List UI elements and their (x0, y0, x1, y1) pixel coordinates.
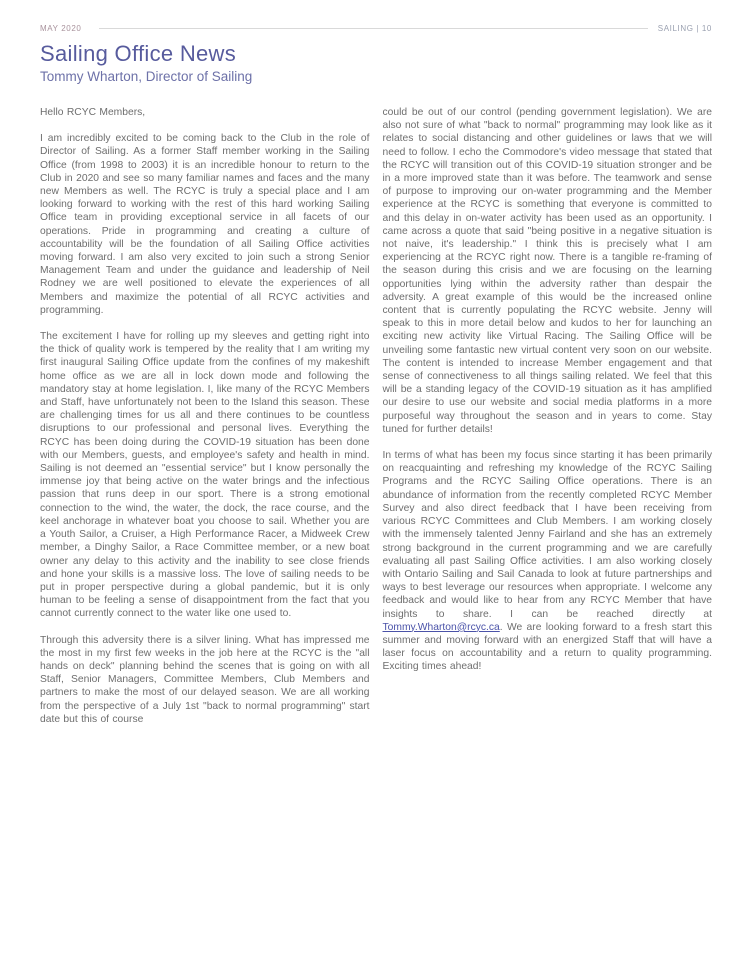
closing-text-after-link: . We are looking forward to a fresh start this summer and moving forward with an energized Staff that will have a laser focus on accountability and a return to quality programming. Exciting times ahead! (382, 621, 712, 673)
greeting: Hello RCYC Members, (40, 107, 146, 118)
article-paragraph: I am incredibly excited to be coming back to the Club in the role of Director of Sailing. As a former Staff member working in the Sailing Office (from 1998 to 2003) it is an incredible honour to return to the Club in 2020 and see so many familiar names and faces and the many new Members as well. The RCYC is truly a special place and I am looking forward to working with the rest of this hard working Sailing Office team in providing exceptional service in all facets of our operations. Pride in programming and creating a culture of accountability will be the foundation of all Sailing Office activities moving forward. I am also very excited to join such a strong Senior Management Team and under the guidance and leadership of Neil Rodney we are well positioned to elevate the experiences of all Members and maximize the potential of all RCYC activities and programming. (40, 133, 370, 316)
closing-text-before-link: In terms of what has been my focus since starting it has been primarily on reacquainting and refreshing my knowledge of the RCYC Sailing Programs and the RCYC Sailing Office operations. There is an abundance of information from the recently completed RCYC Member Survey and also direct feedback that I have been receiving from various RCYC Committees and Club Members. I am working closely with the immensely talented Jenny Fairland and she has an extremely strong background in the current programming and we are carefully evaluating all past Sailing Office activities. I am also working closely with Ontario Sailing and Sail Canada to look at future partnerships and ways to best leverage our resources when appropriate. I welcome any feedback and would like to hear from any RCYC Member that have insights to share. I can be reached directly at (382, 450, 712, 620)
page-header (40, 24, 712, 33)
left-column (40, 106, 370, 739)
article-paragraph: could be out of our control (pending government legislation). We are also not sure of what "back to normal" programming may look like as it relates to social distancing and other guidelines or laws that we will need to follow. I echo the Commodore's video message that stated that the RCYC will transition out of this COVID-19 situation stronger and be in a more improved state than it was before. The teamwork and sense of purpose to improving our on-water programming and the Member experience at the RCYC is something that everyone is committed to and this delay in on-water activity has been used as an opportunity. I came across a quote that said "being positive in a negative situation is not naive, it's leadership." I think this is precisely what I am experiencing at the RCYC right now. There is a tangible re-framing of the season during this crisis and we are focusing on the learning opportunities lying within the adversity rather than despair the adversity. A great example of this would be the increased online content that is currently populating the RCYC website. Jenny will speak to this in more detail below and kudos to her for launching an exciting new activity like Virtual Racing. The Sailing Office will be unveiling some fantastic new virtual content very soon on our website. The content is intended to increase Member engagement and that sense of connectiveness to all things sailing related. We feel that this will be a standing legacy of the COVID-19 situation as it has amplified our desire to use our website and social media platforms in a more purposeful way throughout the season and in years to come. Stay tuned for further details! (382, 107, 712, 435)
page-subtitle: Tommy Wharton, Director of Sailing (40, 69, 253, 84)
page-title: Sailing Office News (40, 41, 237, 66)
header-rule (99, 28, 647, 29)
article-body (40, 106, 712, 739)
article-paragraph: Through this adversity there is a silver lining. What has impressed me the most in my first few weeks in the job here at the RCYC is the "all hands on deck" planning behind the scenes that is going on with all Staff, Senior Managers, Committee Members, Club Members and partners to make the most of our delayed season. We are all working from the perspective of a July 1st "back to normal programming" start date but this of course (40, 634, 370, 725)
section-page-number: SAILING | 10 (657, 24, 712, 33)
article-paragraph: The excitement I have for rolling up my sleeves and getting right into the thick of quality work is tempered by the reality that I am writing my first inaugural Sailing Office update from the confines of my makeshift home office as we are all in lock down mode and following the mandatory stay at home legislation. I, like many of the RCYC Members and Staff, have unfortunately not been to the Island this season. These are challenging times for us all and there continues to be countless disruptions to our professional and personal lives. Everything the RCYC has been doing during the COVID-19 situation has been done with our Members, guests, and employee's safety and health in mind. Sailing is not deemed an "essential service" but I know personally the immense joy that being active on the water brings and the infectious passion that runs deep in our sport. There is a strong emotional connection to the wind, the water, the dock, the race course, and the keel anchorage in whatever boat you choose to sail. Whether you are a Youth Sailor, a Cruiser, a High Performance Racer, a Midweek Crew member, a Dinghy Sailor, a Race Committee member, or a new boat owner any delay to this activity and the inability to see close friends and hone your skills is a massive loss. The love of sailing needs to be put in proper perspective during a global pandemic, but it is only human to be feeling a sense of disappointment from the fact that you cannot currently connect to the water like one used to. (40, 331, 370, 620)
article-paragraph-with-link (383, 449, 713, 673)
right-column (383, 106, 713, 739)
issue-date: MAY 2020 (40, 24, 82, 33)
email-link[interactable]: Tommy.Wharton@rcyc.ca (382, 621, 500, 633)
